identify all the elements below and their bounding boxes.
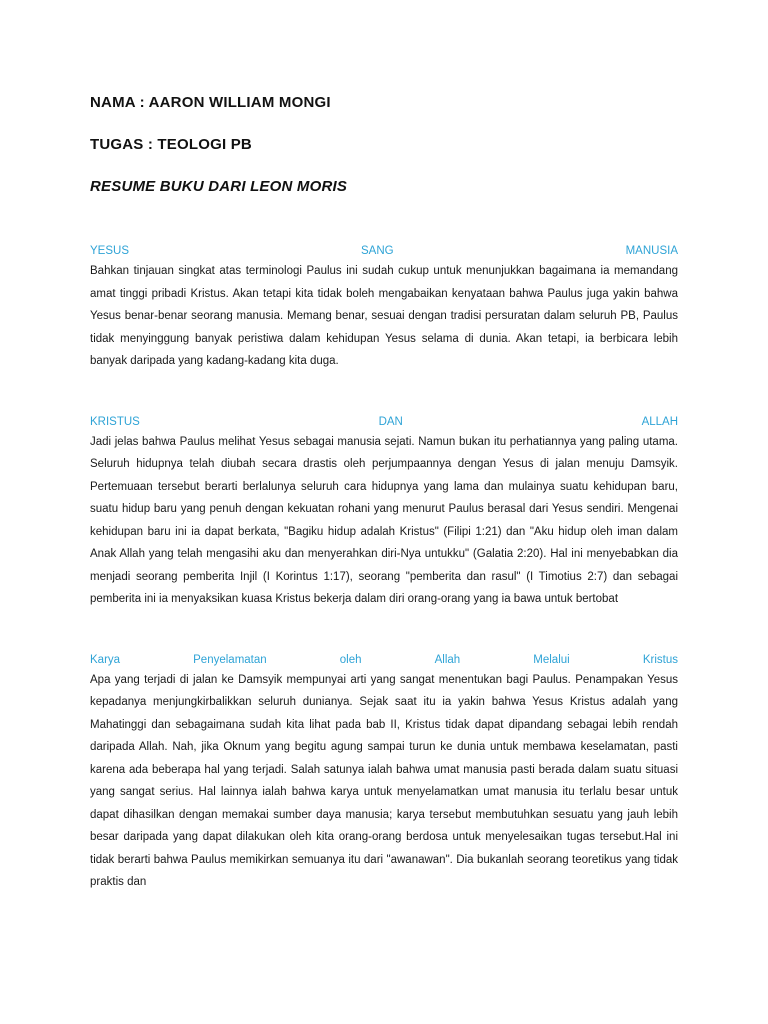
heading-word: Allah [434,653,461,666]
task-line: TUGAS : TEOLOGI PB [90,136,252,153]
heading-word: oleh [339,653,362,666]
heading-word: Karya [90,653,121,666]
resume-title: RESUME BUKU DARI LEON MORIS [90,178,348,195]
section-kristus-dan-allah [90,413,678,611]
heading-word: YESUS [90,245,129,257]
heading-word: Kristus [642,653,678,666]
section-karya-penyelamatan [90,651,678,894]
heading-word: ALLAH [641,415,678,428]
section-paragraph: Bahkan tinjauan singkat atas terminologi Paulus ini sudah cukup untuk menunjukkan bagaimana ia memandang amat tinggi pribadi Kristus. Akan tetapi kita tidak boleh mengabaikan kenyataan bahwa Paulus juga yakin bahwa Yesus benar-benar seorang manusia. Memang benar, sesuai dengan tradisi persuratan dalam seluruh PB, Paulus tidak menyinggung banyak peristiwa dalam kehidupan Yesus selama di dunia. Akan tetapi, ia berbicara lebih banyak daripada yang kadang-kadang kita duga. [90,265,678,367]
heading-word: SANG [361,245,394,257]
document-content [90,92,678,894]
name-line: NAMA : AARON WILLIAM MONGI [90,94,331,111]
heading-word: MANUSIA [625,245,678,257]
heading-word: Melalui [533,653,570,666]
section-paragraph: Apa yang terjadi di jalan ke Damsyik mempunyai arti yang sangat menentukan bagi Paulus. Penampakan Yesus kepadanya menjungkirbalikkan seluruh dunianya. Sejak saat itu ia yakin bahwa Yesus Kristus adalah yang Mahatinggi dan sebagaimana sudah kita lihat pada bab II, Kristus tidak dapat dipandang sebagai lebih rendah daripada Allah. Nah, jika Oknum yang begitu agung sampai turun ke dunia untuk membawa keselamatan, pasti karena ada beberapa hal yang terjadi. Salah satunya ialah bahwa umat manusia pasti berada dalam suatu situasi yang sangat serius. Hal lainnya ialah bahwa karya untuk menyelamatkan umat manusia itu terlalu besar untuk dapat dihasilkan dengan memakai sumber daya manusia; karya tersebut membutuhkan sesuatu yang jauh lebih besar daripada yang dapat dilakukan oleh kita orang-orang berdosa untuk menyelesaikan tugas tersebut.Hal ini tidak berarti bahwa Paulus memikirkan semuanya itu dari "awanawan". Dia bukanlah seorang teoretikus yang tidak praktis dan [90,673,678,888]
section-heading [90,651,678,669]
heading-word: DAN [378,415,403,428]
section-yesus-sang-manusia [90,242,678,373]
section-heading [90,242,678,260]
section-heading [90,413,678,431]
heading-word: Penyelamatan [193,653,267,666]
section-paragraph: Jadi jelas bahwa Paulus melihat Yesus sebagai manusia sejati. Namun bukan itu perhatiannya yang paling utama. Seluruh hidupnya telah diubah secara drastis oleh perjumpaannya dengan Yesus di jalan menuju Damsyik. Pertemuaan tersebut berarti berlalunya seluruh cara hidupnya yang lama dan mulainya suatu kehidupan baru, suatu hidup baru yang penuh dengan kekuatan rohani yang menurut Paulus berasal dari Yesus sendiri. Mengenai kehidupan baru ini ia dapat berkata, "Bagiku hidup adalah Kristus" (Filipi 1:21) dan "Aku hidup oleh iman dalam Anak Allah yang telah mengasihi aku dan menyerahkan diri-Nya untukku" (Galatia 2:20). Hal ini menyebabkan dia menjadi seorang pemberita Injil (I Korintus 1:17), seorang "pemberita dan rasul" (I Timotius 2:7) dan sebagai pemberita ini ia menyaksikan kuasa Kristus bekerja dalam diri orang-orang yang ia bawa untuk bertobat [90,435,678,605]
heading-word: KRISTUS [90,415,140,428]
